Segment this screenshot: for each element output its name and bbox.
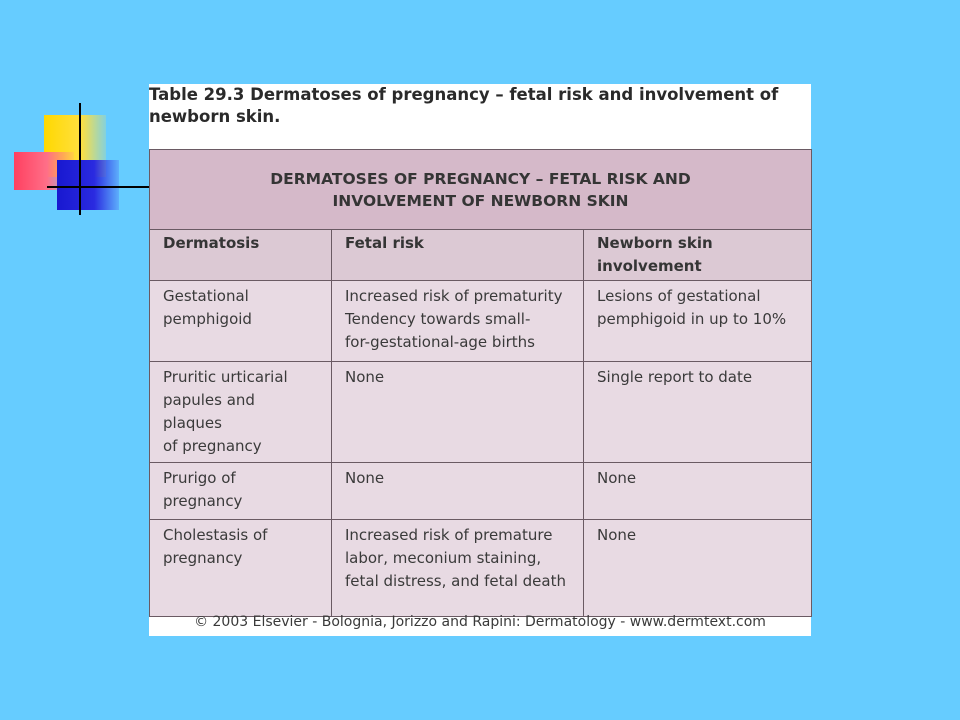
cell-line: None (597, 469, 637, 487)
copyright-footer: © 2003 Elsevier - Bolognia, Jorizzo and Rapini: Dermatology - www.dermtext.com (194, 614, 766, 630)
cell-fetal-risk (332, 520, 584, 617)
cell-line: Gestational (163, 287, 249, 305)
table-caption (149, 84, 809, 128)
cell-line: None (345, 469, 385, 487)
cell-newborn (584, 520, 812, 617)
cell-fetal-risk (332, 463, 584, 520)
cell-line: fetal distress, and fetal death (345, 572, 566, 590)
cell-line: labor, meconium staining, (345, 549, 542, 567)
cell-line: pemphigoid (163, 310, 252, 328)
column-header-row (150, 230, 812, 281)
table-row (150, 520, 812, 617)
table-row (150, 281, 812, 362)
table-title-line: DERMATOSES OF PREGNANCY – FETAL RISK AND (270, 169, 691, 188)
cell-line: pemphigoid in up to 10% (597, 310, 787, 328)
cell-line: Increased risk of premature (345, 526, 553, 544)
cell-newborn (584, 362, 812, 463)
cell-line: Cholestasis of (163, 526, 268, 544)
cell-line: None (345, 368, 385, 386)
cell-line: Increased risk of prematurity (345, 287, 563, 305)
cell-newborn (584, 281, 812, 362)
cell-dermatosis (150, 463, 332, 520)
table-title (150, 150, 812, 230)
header-line: Newborn skin (597, 234, 713, 252)
blue-square-decoration (57, 160, 119, 210)
table-title-row (150, 150, 812, 230)
column-header-dermatosis: Dermatosis (150, 230, 332, 281)
cell-fetal-risk (332, 362, 584, 463)
column-header-fetal-risk: Fetal risk (332, 230, 584, 281)
cell-dermatosis (150, 520, 332, 617)
cell-dermatosis (150, 281, 332, 362)
caption-line: Table 29.3 Dermatoses of pregnancy – fetal risk and involvement of (149, 85, 779, 104)
table-row (150, 463, 812, 520)
cell-line: papules and plaques (163, 391, 255, 432)
cell-newborn (584, 463, 812, 520)
caption-line: newborn skin. (149, 107, 281, 126)
cell-line: Prurigo of (163, 469, 236, 487)
horizontal-line-decoration (47, 186, 150, 188)
cell-line: Tendency towards small- (345, 310, 531, 328)
cell-line: Pruritic urticarial (163, 368, 288, 386)
table-title-line: INVOLVEMENT OF NEWBORN SKIN (332, 191, 629, 210)
header-line: involvement (597, 257, 702, 275)
vertical-line-decoration (79, 103, 81, 215)
cell-dermatosis (150, 362, 332, 463)
column-header-newborn-skin (584, 230, 812, 281)
table-image-panel (149, 84, 811, 636)
table-row (150, 362, 812, 463)
cell-line: Lesions of gestational (597, 287, 761, 305)
cell-line: for-gestational-age births (345, 333, 535, 351)
cell-line: pregnancy (163, 492, 243, 510)
cell-line: of pregnancy (163, 437, 262, 455)
cell-line: Single report to date (597, 368, 753, 386)
cell-line: None (597, 526, 637, 544)
cell-fetal-risk (332, 281, 584, 362)
corner-ornament (0, 0, 160, 230)
cell-line: pregnancy (163, 549, 243, 567)
dermatoses-table (149, 149, 812, 617)
